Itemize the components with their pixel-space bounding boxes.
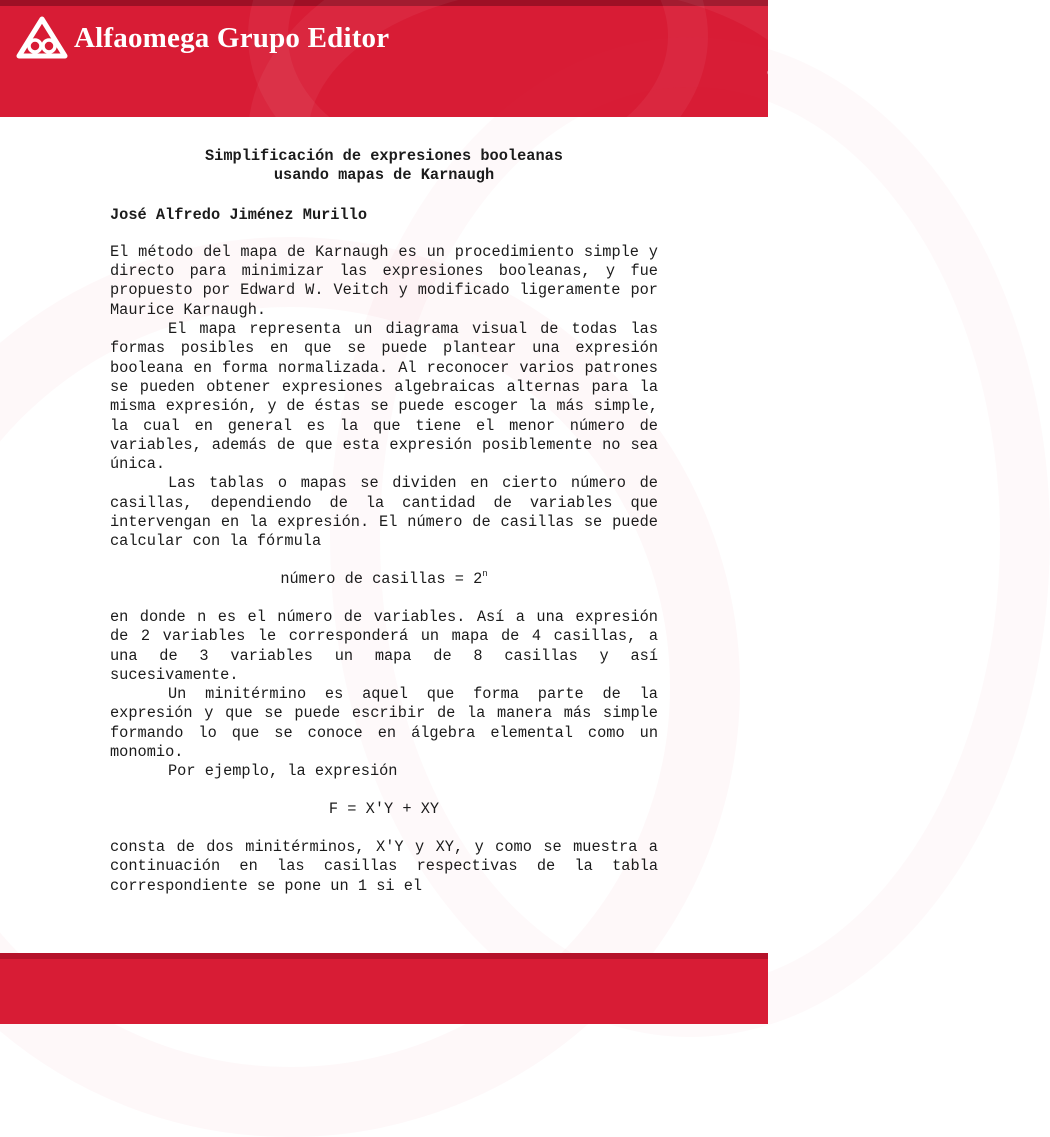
paragraph-1: El método del mapa de Karnaugh es un procedimiento simple y directo para minimizar las expresiones booleanas, y fue propuesto por Edward W. Veitch y modificado ligeramente por Maurice Karnaugh.: [110, 242, 658, 319]
side-tag: Conte: [766, 52, 776, 77]
paragraph-5: Un minitérmino es aquel que forma parte de la expresión y que se puede escribir de la manera más simple formando lo que se conoce en álgebra elemental como un monomio.: [110, 685, 658, 762]
paragraph-6: Por ejemplo, la expresión: [168, 762, 398, 781]
brand-name: Alfaomega Grupo Editor: [74, 21, 390, 54]
paragraph-7: consta de dos minitérminos, X'Y y XY, y como se muestra a continuación en las casillas respectivas de la tabla correspondiente se pone un 1 si el: [110, 837, 658, 895]
paragraph-4: en donde n es el número de variables. Así a una expresión de 2 variables le corresponderá un mapa de 4 casillas, a una de 3 variables un mapa de 8 casillas y así sucesivamente.: [110, 607, 658, 684]
paragraph-3: Las tablas o mapas se dividen en cierto número de casillas, dependiendo de la cantidad de variables que intervengan en la expresión. El número de casillas se puede calcular con la fórmula: [110, 474, 658, 551]
alfaomega-triangle-logo-icon: [16, 16, 68, 60]
formula-casillas-exponent: n: [482, 568, 488, 579]
document-author: José Alfredo Jiménez Murillo: [110, 205, 368, 224]
formula-f: F = X'Y + XY: [328, 799, 440, 818]
document-title: [110, 147, 658, 186]
footer-banner: [0, 953, 768, 1024]
formula-casillas: [110, 570, 658, 589]
brand-logo[interactable]: [16, 16, 389, 60]
document-body: [110, 147, 658, 896]
paragraph-2: El mapa representa un diagrama visual de todas las formas posibles en que se puede plantear una expresión booleana en forma normalizada. Al reconocer varios patrones se pueden obtener expresiones algebraicas alternas para la misma expresión, y de éstas se puede escoger la más simple, la cual en general es la que tiene el menor número de variables, además de que esta expresión posiblemente no sea única.: [110, 320, 658, 474]
title-line-2: usando mapas de Karnaugh: [273, 166, 495, 185]
formula-casillas-base: número de casillas = 2: [280, 569, 483, 588]
title-line-1: Simplificación de expresiones booleanas: [204, 147, 563, 165]
